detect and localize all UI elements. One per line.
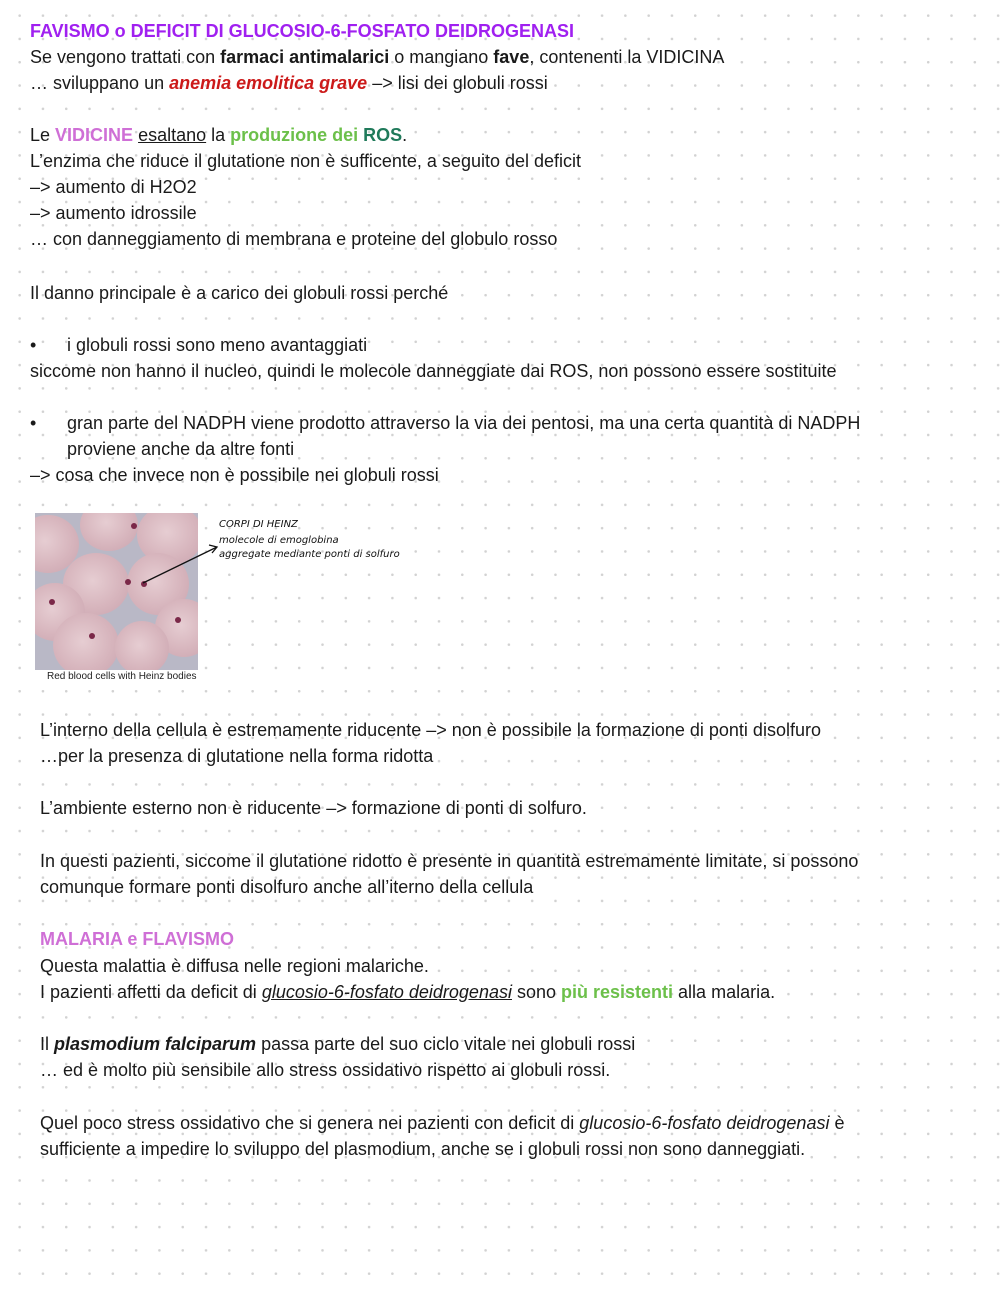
text-line: … con danneggiamento di membrana e proteine del globulo rosso [30, 229, 558, 249]
bullet-text: i globuli rossi sono meno avantaggiati [67, 335, 368, 355]
text-line: …per la presenza di glutatione nella forma ridotta [40, 746, 434, 766]
text-line: –> cosa che invece non è possibile nei globuli rossi [30, 465, 439, 485]
text-line: Questa malattia è diffusa nelle regioni malariche. [40, 956, 429, 976]
text-line: Le VIDICINE esaltano la produzione dei ROS. [30, 125, 408, 145]
title-malaria: MALARIA e FLAVISMO [40, 929, 234, 949]
bullet-text: gran parte del NADPH viene prodotto attraverso la via dei pentosi, ma una certa quantità di NADPH [67, 413, 861, 433]
text-line: sufficiente a impedire lo sviluppo del plasmodium, anche se i globuli rossi non sono danneggiati. [40, 1139, 806, 1159]
heinz-bodies-image [35, 513, 198, 670]
text-line: L’enzima che riduce il glutatione non è sufficente, a seguito del deficit [30, 151, 582, 171]
text-line: … sviluppano un anemia emolitica grave –> lisi dei globuli rossi [30, 73, 548, 93]
page-title [30, 18, 574, 44]
text-line: … ed è molto più sensibile allo stress ossidativo rispetto ai globuli rossi. [40, 1060, 611, 1080]
handwritten-note-title: CORPI DI HEINZ [219, 519, 298, 530]
bullet-marker: • [30, 335, 37, 355]
text-line: L’ambiente esterno non è riducente –> formazione di ponti di solfuro. [40, 798, 587, 818]
keyword-g6pd: glucosio-6-fosfato deidrogenasi [579, 1113, 830, 1133]
text-line: –> aumento di H2O2 [30, 177, 197, 197]
text-line: L’interno della cellula è estremamente riducente –> non è possibile la formazione di ponti disolfuro [40, 720, 821, 740]
keyword-produzione: produzione dei [230, 125, 359, 145]
handwritten-note: molecole di emoglobina [219, 535, 339, 546]
text-line: I pazienti affetti da deficit di glucosio-6-fosfato deidrogenasi sono più resistenti alla malaria. [40, 982, 776, 1002]
keyword-resistenti: più resistenti [561, 982, 674, 1002]
text-line: Il plasmodium falciparum passa parte del suo ciclo vitale nei globuli rossi [40, 1034, 636, 1054]
figure-caption: Red blood cells with Heinz bodies [47, 671, 197, 682]
text-line: Quel poco stress ossidativo che si genera nei pazienti con deficit di glucosio-6-fosfato deidrogenasi è [40, 1113, 845, 1133]
keyword-ros: ROS [363, 125, 403, 145]
keyword-plasmodium: plasmodium falciparum [54, 1034, 257, 1054]
handwritten-note: aggregate mediante ponti di solfuro [219, 549, 400, 560]
keyword-vidicine: VIDICINE [55, 125, 134, 145]
bullet-marker: • [30, 413, 37, 433]
keyword-esaltano: esaltano [138, 125, 207, 145]
text-line: comunque formare ponti disolfuro anche all’iterno della cellula [40, 877, 534, 897]
text-line: –> aumento idrossile [30, 203, 197, 223]
keyword-anemia: anemia emolitica grave [169, 73, 368, 93]
keyword-g6pd: glucosio-6-fosfato deidrogenasi [261, 982, 512, 1002]
keyword-antimalarici: farmaci antimalarici [220, 47, 390, 67]
section-title [40, 926, 234, 952]
bullet-text: proviene anche da altre fonti [67, 439, 295, 459]
text-line: Se vengono trattati con farmaci antimalarici o mangiano fave, contenenti la VIDICINA [30, 47, 725, 67]
text-line: Il danno principale è a carico dei globuli rossi perché [30, 283, 449, 303]
text-line: In questi pazienti, siccome il glutatione ridotto è presente in quantità estremamente limitate, si possono [40, 851, 859, 871]
text-line: siccome non hanno il nucleo, quindi le molecole danneggiate dai ROS, non possono essere sostituite [30, 361, 837, 381]
keyword-fave: fave [493, 47, 530, 67]
title-favismo: FAVISMO o DEFICIT DI GLUCOSIO-6-FOSFATO DEIDROGENASI [30, 21, 575, 41]
